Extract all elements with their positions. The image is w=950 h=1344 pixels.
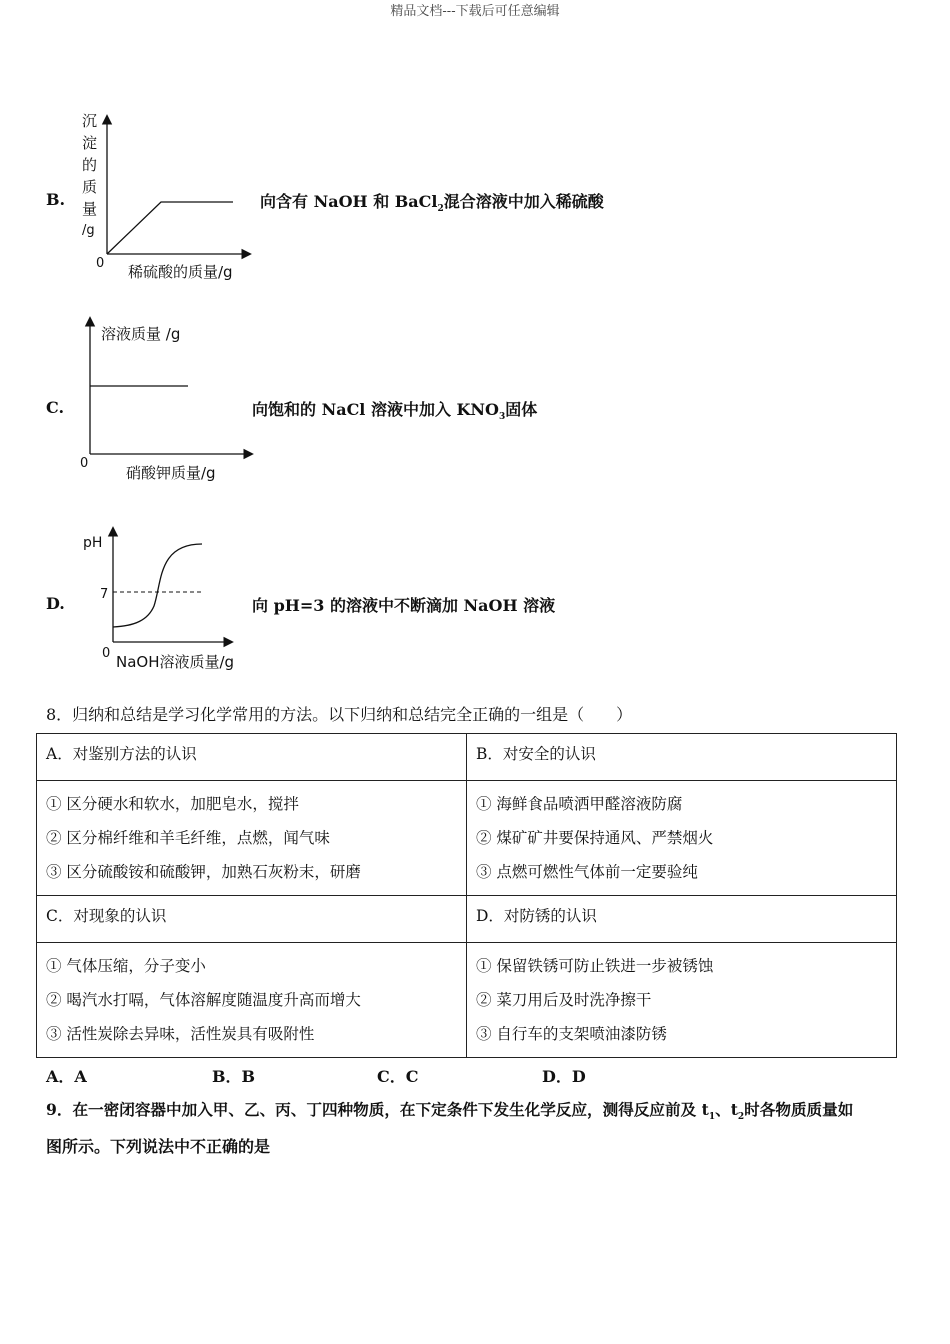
option-c-label: C.: [46, 398, 65, 417]
cell-a-heading: A．对鉴别方法的认识: [37, 734, 467, 781]
cell-b-line-3: ③ 点燃可燃性气体前一定要验纯: [476, 863, 698, 881]
cell-a-line-2: ② 区分棉纤维和羊毛纤维，点燃，闻气味: [46, 829, 330, 847]
option-b-label: B.: [46, 190, 66, 209]
cell-b-heading: B．对安全的认识: [467, 734, 897, 781]
y-label-char-4: 质: [82, 178, 98, 196]
page-header: 精品文档---下载后可任意编辑: [390, 4, 560, 19]
y-label-char-1: 沉: [82, 112, 98, 130]
origin-label: 0: [96, 256, 105, 271]
cell-c-line-3: ③ 活性炭除去异味，活性炭具有吸附性: [46, 1025, 315, 1043]
cell-d-body: [467, 943, 897, 1058]
answer-option-b[interactable]: B．B: [212, 1067, 256, 1086]
question-9-line-1: 9．在一密闭容器中加入甲、乙、丙、丁四种物质，在下定条件下发生化学反应，测得反应前及 $t_1$、$t_2$时各物质质量如: [46, 1100, 854, 1123]
question-8-table: [36, 733, 897, 1058]
answer-option-d[interactable]: D．D: [542, 1067, 586, 1086]
option-c-description: 向饱和的 NaCl 溶液中加入 $KNO_3$固体: [252, 400, 538, 423]
x-axis-label: NaOH溶液质量/g: [116, 653, 235, 671]
y-label-unit: /g: [82, 223, 95, 238]
origin-label: 0: [80, 456, 89, 471]
cell-a-line-3: ③ 区分硫酸铵和硫酸钾，加熟石灰粉末，研磨: [46, 863, 361, 881]
question-8-stem: 8．归纳和总结是学习化学常用的方法。以下归纳和总结完全正确的一组是（ ）: [46, 705, 633, 724]
tick-7-label: 7: [100, 587, 109, 602]
cell-d-line-2: ② 菜刀用后及时洗净擦干: [476, 991, 652, 1009]
option-b-graph: [70, 100, 270, 290]
option-d-description: 向 pH=3 的溶液中不断滴加 NaOH 溶液: [252, 596, 556, 615]
cell-d-line-3: ③ 自行车的支架喷油漆防锈: [476, 1025, 667, 1043]
question-9-line-2: 图所示。下列说法中不正确的是: [46, 1137, 271, 1156]
y-label-char-2: 淀: [82, 134, 98, 152]
ph-curve: [113, 544, 202, 627]
option-b-description: 向含有 NaOH 和 BaCl$_2$混合溶液中加入稀硫酸: [260, 192, 604, 215]
cell-c-body: [37, 943, 467, 1058]
cell-b-line-1: ① 海鲜食品喷洒甲醛溶液防腐: [476, 795, 683, 813]
cell-d-line-1: ① 保留铁锈可防止铁进一步被锈蚀: [476, 957, 714, 975]
y-axis-label: 溶液质量 /g: [101, 325, 181, 343]
option-d-graph: [70, 520, 270, 675]
x-axis-label: 硝酸钾质量/g: [126, 464, 216, 482]
answer-option-c[interactable]: C．C: [377, 1067, 419, 1086]
cell-a-line-1: ① 区分硬水和软水，加肥皂水，搅拌: [46, 795, 299, 813]
cell-c-line-2: ② 喝汽水打嗝，气体溶解度随温度升高而增大: [46, 991, 361, 1009]
cell-c-heading: C．对现象的认识: [37, 896, 467, 943]
option-c-graph: [70, 310, 270, 490]
origin-label: 0: [102, 646, 111, 661]
cell-b-line-2: ② 煤矿矿井要保持通风、严禁烟火: [476, 829, 714, 847]
cell-b-body: [467, 781, 897, 896]
cell-c-line-1: ① 气体压缩，分子变小: [46, 957, 206, 975]
cell-a-body: [37, 781, 467, 896]
y-label-char-3: 的: [82, 156, 98, 174]
y-axis-label: pH: [83, 535, 103, 551]
x-axis-label: 稀硫酸的质量/g: [128, 263, 233, 281]
y-label-char-5: 量: [82, 200, 98, 218]
option-d-label: D.: [46, 594, 65, 613]
cell-d-heading: D．对防锈的认识: [467, 896, 897, 943]
answer-option-a[interactable]: A．A: [46, 1067, 87, 1086]
precipitate-curve: [107, 202, 233, 254]
